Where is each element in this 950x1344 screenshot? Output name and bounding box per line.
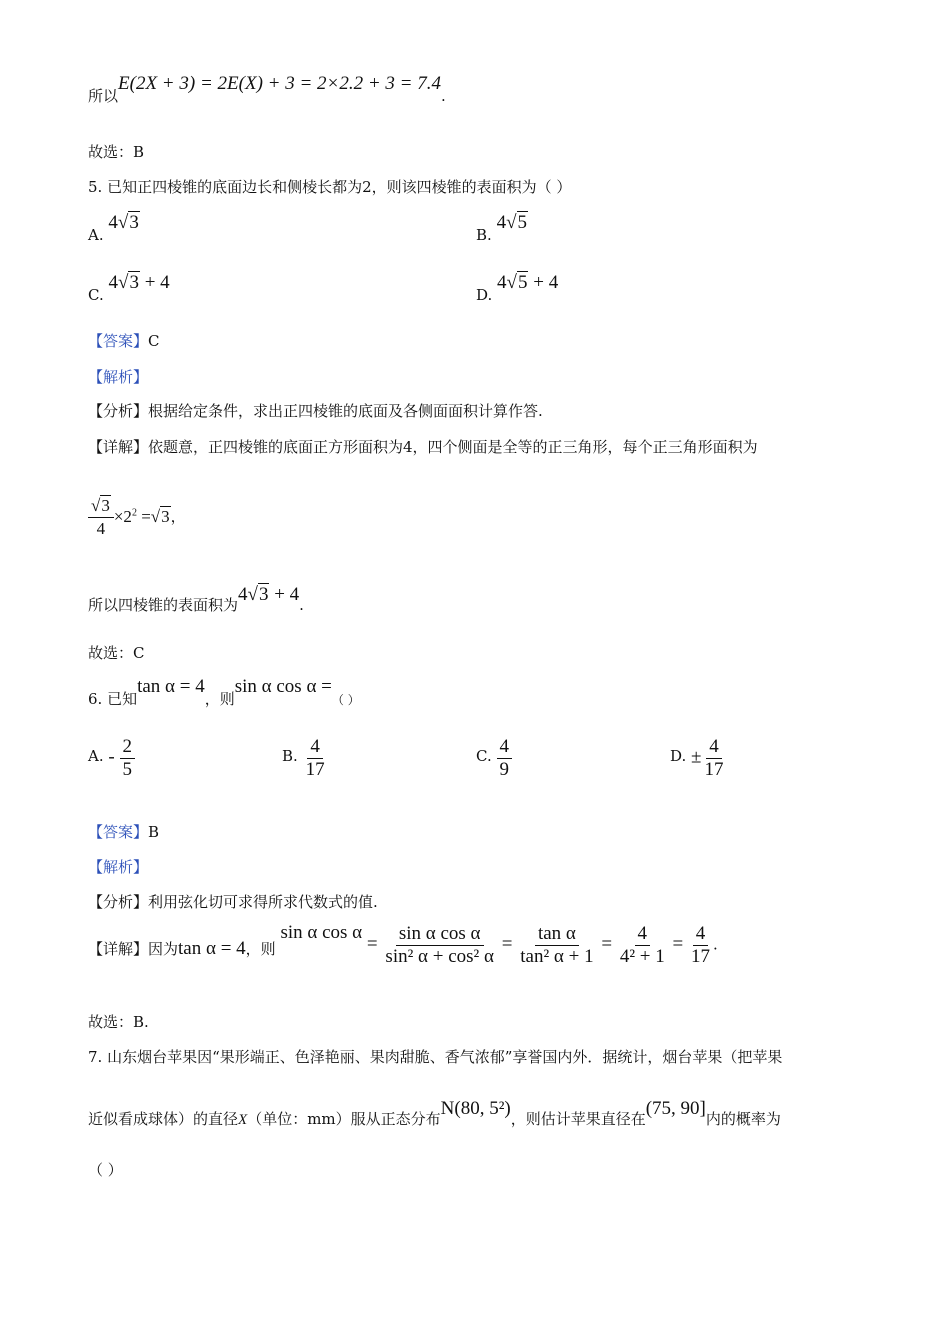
prev-choice: 故选：B	[88, 143, 145, 161]
q6-choice: 故选：B.	[88, 1013, 149, 1031]
q6-detail: 【详解】因为tan α = 4，则 sin α cos α = $\frac{\text{sin α cos α}}{\text{sin² α + cos² α}}$ = $\frac{\text{tan α}}{\text{tan² α + 1}}$ = $\frac{4}{\text{4² + 1}}$ = $\frac{4}{17}$ .	[88, 921, 718, 967]
q7-stem-line1: 7. 山东烟台苹果因“果形端正、色泽艳丽、果肉甜脆、香气浓郁”享誉国内外．据统计，烟台苹果（把苹果	[88, 1048, 783, 1066]
q6-option-d: D. ± $\frac{4}{17}$	[670, 736, 724, 780]
option-value: 4√3	[108, 212, 139, 233]
answer-tag: 【答案】	[88, 332, 149, 350]
q5-option-c	[88, 272, 170, 304]
q6-answer: 【答案】B	[88, 823, 160, 841]
period: .	[441, 87, 446, 105]
option-letter: B.	[476, 226, 492, 244]
text-so: 所以	[88, 87, 119, 105]
option-letter: C.	[88, 286, 104, 304]
q5-detail: 【详解】依题意，正四棱锥的底面正方形面积为4，四个侧面是全等的正三角形，每个正三角形面积为	[88, 438, 758, 456]
given-tan: tan α = 4	[137, 676, 205, 697]
q7-stem-line3: （ ）	[88, 1161, 123, 1179]
q6-fenxi: 【分析】利用弦化切可求得所求代数式的值.	[88, 893, 378, 911]
option-value: 4√5 + 4	[497, 272, 559, 293]
answer-value: C	[148, 332, 160, 350]
q6-analysis-tag: 【解析】	[88, 858, 149, 876]
q5-option-d	[476, 272, 559, 304]
q5-analysis-tag: 【解析】	[88, 368, 149, 386]
q5-answer	[88, 331, 160, 351]
q5-option-a	[88, 212, 140, 244]
q5-face-area-equation: $\frac{√3}{4}$ $\times 2^2 =√3$，	[88, 495, 186, 540]
q5-option-b	[476, 212, 528, 244]
option-letter: D.	[476, 286, 493, 304]
q6-stem: 6. 已知tan α = 4，则sin α cos α =（ ）	[88, 676, 360, 708]
q5-total: 所以四棱锥的表面积为4√3 + 4.	[88, 584, 304, 614]
option-letter: A.	[88, 226, 104, 244]
q7-stem-line2: 近似看成球体）的直径X（单位：mm）服从正态分布N(80, 5²)，则估计苹果直径在(75, 90]内的概率为	[88, 1098, 781, 1128]
target-expression: sin α cos α =	[234, 676, 332, 697]
prev-conclusion	[88, 73, 446, 106]
option-value: 4√3 + 4	[108, 272, 170, 293]
q5-stem: 5. 已知正四棱锥的底面边长和侧棱长都为2，则该四棱锥的表面积为（ ）	[88, 178, 572, 196]
q6-option-c: C. $\frac{4}{9}$	[476, 736, 512, 781]
q5-choice: 故选：C	[88, 644, 145, 662]
expectation-formula: E(2X + 3) = 2E(X) + 3 = 2×2.2 + 3 = 7.4	[118, 73, 441, 94]
q6-option-b: B. $\frac{4}{17}$	[282, 736, 325, 780]
option-value: 4√5	[496, 212, 528, 233]
q6-option-a: A. - $\frac{2}{5}$	[88, 736, 135, 781]
q5-fenxi: 【分析】根据给定条件，求出正四棱锥的底面及各侧面面积计算作答.	[88, 402, 543, 420]
